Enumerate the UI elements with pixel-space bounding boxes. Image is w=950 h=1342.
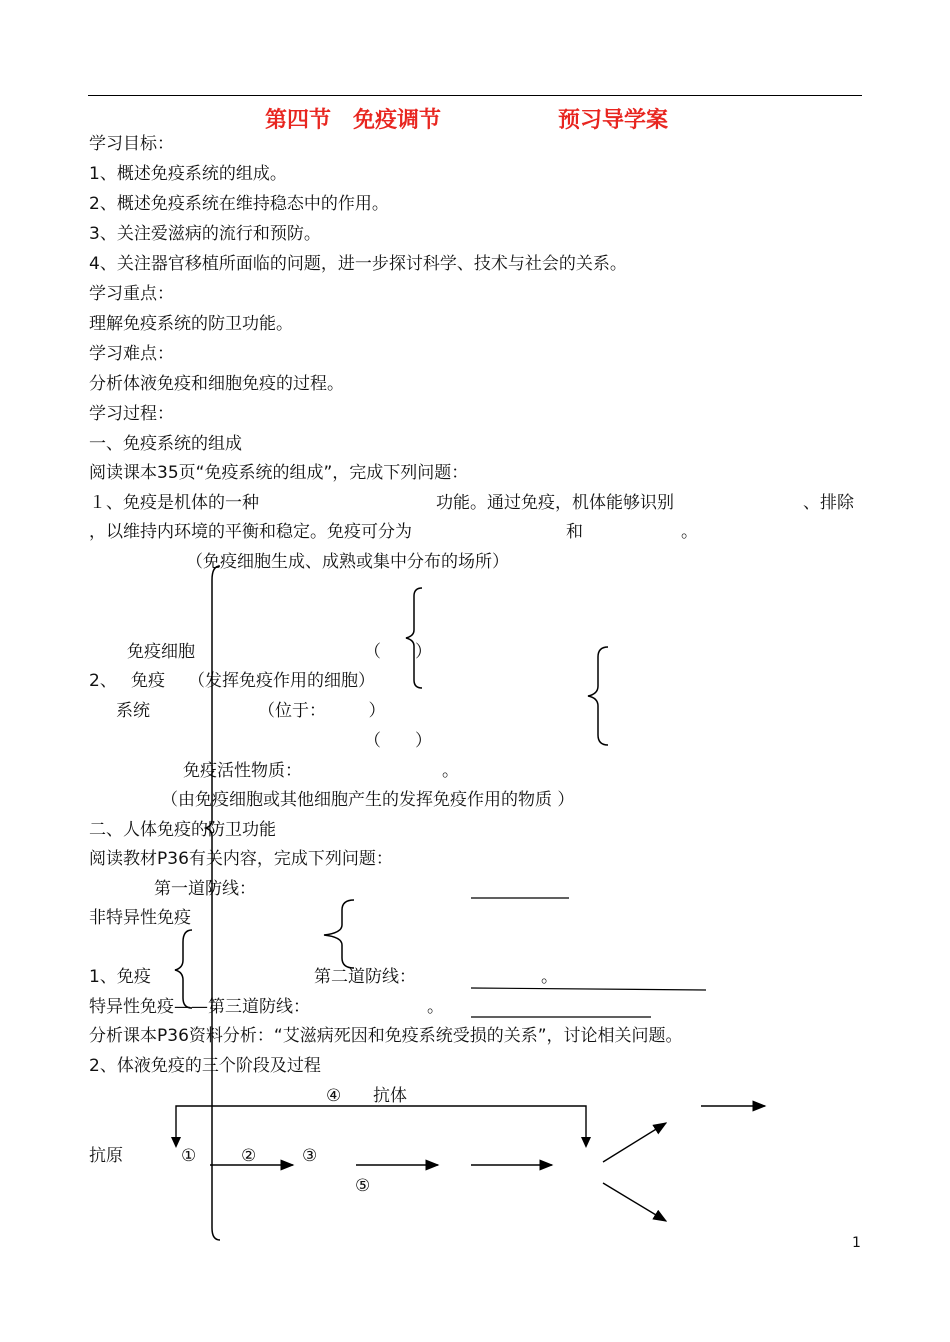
q1-part-a: １、免疫是机体的一种: [89, 493, 259, 513]
second-line-end: 。: [541, 967, 558, 987]
antigen-label: 抗原: [89, 1146, 123, 1166]
q1-part-c: 、排除: [803, 493, 854, 513]
humoral-heading: 2、体液免疫的三个阶段及过程: [89, 1056, 321, 1076]
step-1-marker: ①: [181, 1146, 197, 1166]
section1-instruction: 阅读课本35页“免疫系统的组成”，完成下列问题：: [89, 463, 469, 483]
feedback-arrow-head-right: [581, 1137, 591, 1148]
step-2-marker: ②: [241, 1146, 257, 1166]
immunity-brace: [175, 930, 192, 1008]
q2-number: 2、: [89, 671, 117, 691]
system-word: 系统: [116, 701, 150, 721]
organ-note: （免疫细胞生成、成熟或集中分布的场所）: [186, 552, 509, 572]
immune-word: 免疫: [131, 671, 165, 691]
flow-arrow-up: [603, 1123, 666, 1162]
objective-item-3: 3、关注爱滋病的流行和预防。: [89, 224, 321, 244]
difficulty-heading: 学习难点：: [89, 344, 174, 364]
immunity-q1-label: 1、免疫: [89, 967, 151, 987]
objective-item-1: 1、概述免疫系统的组成。: [89, 164, 287, 184]
key-point-heading: 学习重点：: [89, 284, 174, 304]
nonspecific-label: 非特异性免疫: [89, 908, 191, 928]
cells-brace: [406, 588, 422, 688]
right-brace: [588, 647, 608, 745]
located-note: （位于： ）: [258, 701, 386, 721]
specific-label: 特异性免疫——第三道防线：: [89, 997, 310, 1017]
antibody-label: 抗体: [373, 1086, 407, 1106]
first-line-label: 第一道防线：: [154, 879, 256, 899]
function-note: （发挥免疫作用的细胞）: [188, 671, 375, 691]
key-point-text: 理解免疫系统的防卫功能。: [89, 314, 293, 334]
difficulty-text: 分析体液免疫和细胞免疫的过程。: [89, 374, 344, 394]
nonspecific-brace: [324, 900, 354, 968]
q1-part-b: 功能。通过免疫，机体能够识别: [436, 493, 674, 513]
objectives-heading: 学习目标：: [89, 134, 174, 154]
feedback-arrow-head-left: [171, 1137, 181, 1148]
process-heading: 学习过程：: [89, 404, 174, 424]
section1-heading: 一、免疫系统的组成: [89, 434, 242, 454]
active-substance-end: 。: [442, 761, 459, 781]
page-subtitle: 预习导学案: [558, 108, 669, 133]
second-line-label: 第二道防线：: [314, 967, 416, 987]
page-number: 1: [852, 1235, 861, 1251]
q1-part-d: ，以维持内环境的平衡和稳定。免疫可分为: [89, 522, 412, 542]
blank-line-2: [471, 988, 706, 990]
system-brace: [206, 566, 220, 1240]
immune-cells-label: 免疫细胞: [127, 642, 195, 662]
blank-paren-1: （ ）: [364, 642, 432, 662]
active-substance-label: 免疫活性物质：: [183, 761, 302, 781]
section2-instruction: 阅读教材P36有关内容，完成下列问题：: [89, 849, 393, 869]
step-5-marker: ⑤: [355, 1176, 371, 1196]
step-3-marker: ③: [302, 1146, 318, 1166]
objective-item-2: 2、概述免疫系统在维持稳态中的作用。: [89, 194, 389, 214]
section2-heading: 二、人体免疫的防卫功能: [89, 820, 276, 840]
active-substance-note: （由免疫细胞或其他细胞产生的发挥免疫作用的物质 ）: [161, 790, 575, 810]
q1-part-f: 。: [681, 522, 698, 542]
page-title: 第四节 免疫调节: [265, 108, 442, 133]
objective-item-4: 4、关注器官移植所面临的问题，进一步探讨科学、技术与社会的关系。: [89, 254, 627, 274]
step-4-marker: ④: [326, 1086, 342, 1106]
specific-end: 。: [427, 997, 444, 1017]
flow-arrow-down: [603, 1183, 666, 1221]
feedback-arrow: [176, 1106, 586, 1145]
analysis-text: 分析课本P36资料分析：“艾滋病死因和免疫系统受损的关系”，讨论相关问题。: [89, 1026, 683, 1046]
blank-paren-2: （ ）: [364, 731, 432, 751]
q1-part-e: 和: [566, 522, 583, 542]
